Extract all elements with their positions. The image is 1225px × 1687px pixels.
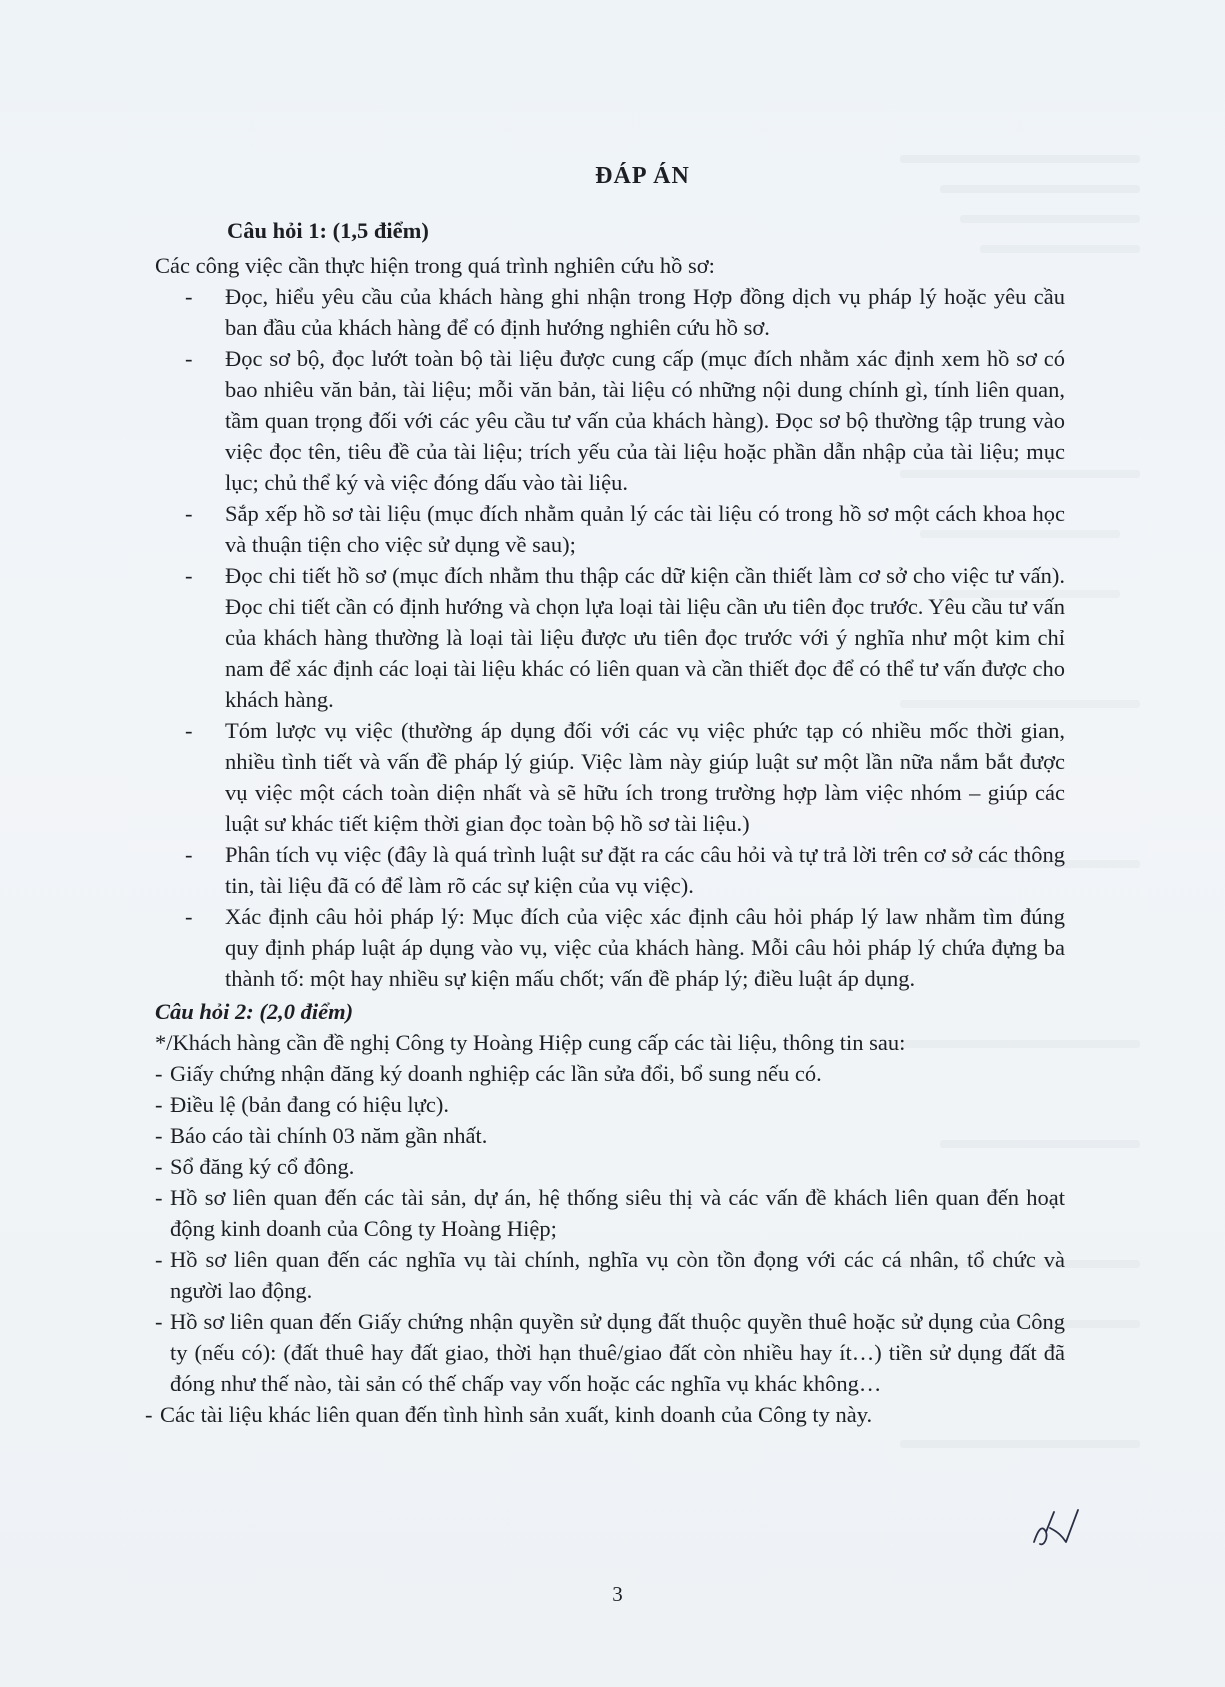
page-number: 3 bbox=[612, 1582, 623, 1606]
question-2-intro: */Khách hàng cần đề nghị Công ty Hoàng Hiệp cung cấp các tài liệu, thông tin sau: bbox=[155, 1030, 906, 1055]
document-body bbox=[155, 215, 1065, 1430]
list-item: - Hồ sơ liên quan đến các tài sản, dự án, hệ thống siêu thị và các vấn đề khách liên quan đến hoạt động kinh doanh của Công ty Hoàng Hiệp; bbox=[155, 1182, 1065, 1244]
document-title: ĐÁP ÁN bbox=[595, 163, 690, 189]
list-item: - Sổ đăng ký cổ đông. bbox=[155, 1151, 1065, 1182]
question-1-intro: Các công việc cần thực hiện trong quá trình nghiên cứu hồ sơ: bbox=[155, 253, 715, 278]
question-1-list bbox=[155, 281, 1065, 994]
list-item: - Các tài liệu khác liên quan đến tình hình sản xuất, kinh doanh của Công ty này. bbox=[145, 1399, 1065, 1430]
list-item: - Đọc sơ bộ, đọc lướt toàn bộ tài liệu được cung cấp (mục đích nhằm xác định xem hồ sơ có bao nhiêu văn bản, tài liệu; mỗi văn bản, tài liệu có những nội dung chính gì, tính liên quan, tầm quan trọng đối với các yêu cầu tư vấn của khách hàng). Đọc sơ bộ thường tập trung vào việc đọc tên, tiêu đề của tài liệu; trích yếu của tài liệu hoặc phần dẫn nhập của tài liệu; mục lục; chủ thể ký và việc đóng dấu vào tài liệu. bbox=[155, 343, 1065, 498]
list-item: - Đọc, hiểu yêu cầu của khách hàng ghi nhận trong Hợp đồng dịch vụ pháp lý hoặc yêu cầu ban đầu của khách hàng để có định hướng nghiên cứu hồ sơ. bbox=[155, 281, 1065, 343]
question-1-heading: Câu hỏi 1: (1,5 điểm) bbox=[227, 218, 429, 243]
handwritten-initials-signature bbox=[1028, 1502, 1088, 1552]
list-item: - Tóm lược vụ việc (thường áp dụng đối với các vụ việc phức tạp có nhiều mốc thời gian, nhiều tình tiết và vấn đề pháp lý giúp. Việc làm này giúp luật sư một lần nữa nắm bắt được vụ việc một cách toàn diện nhất và sẽ hữu ích trong trường hợp làm việc nhóm – giúp các luật sư khác tiết kiệm thời gian đọc toàn bộ hồ sơ tài liệu.) bbox=[155, 715, 1065, 839]
question-2-heading: Câu hỏi 2: (2,0 điểm) bbox=[155, 999, 354, 1024]
list-item: - Phân tích vụ việc (đây là quá trình luật sư đặt ra các câu hỏi và tự trả lời trên cơ sở các thông tin, tài liệu đã có để làm rõ các sự kiện của vụ việc). bbox=[155, 839, 1065, 901]
list-item: - Điều lệ (bản đang có hiệu lực). bbox=[155, 1089, 1065, 1120]
list-item: - Xác định câu hỏi pháp lý: Mục đích của việc xác định câu hỏi pháp lý law nhằm tìm đúng quy định pháp luật áp dụng vào vụ, việc của khách hàng. Mỗi câu hỏi pháp lý chứa đựng ba thành tố: một hay nhiều sự kiện mấu chốt; vấn đề pháp lý; điều luật áp dụng. bbox=[155, 901, 1065, 994]
list-item: - Đọc chi tiết hồ sơ (mục đích nhằm thu thập các dữ kiện cần thiết làm cơ sở cho việc tư vấn). Đọc chi tiết cần có định hướng và chọn lựa loại tài liệu cần ưu tiên đọc trước. Yêu cầu tư vấn của khách hàng thường là loại tài liệu được ưu tiên đọc trước với ý nghĩa như một kim chỉ nam để xác định các loại tài liệu khác có liên quan và cần thiết đọc để có thể tư vấn được cho khách hàng. bbox=[155, 560, 1065, 715]
list-item: - Hồ sơ liên quan đến các nghĩa vụ tài chính, nghĩa vụ còn tồn đọng với các cá nhân, tổ chức và người lao động. bbox=[155, 1244, 1065, 1306]
list-item: - Báo cáo tài chính 03 năm gần nhất. bbox=[155, 1120, 1065, 1151]
question-2-list bbox=[155, 1058, 1065, 1430]
list-item: - Giấy chứng nhận đăng ký doanh nghiệp các lần sửa đổi, bổ sung nếu có. bbox=[155, 1058, 1065, 1089]
list-item: - Sắp xếp hồ sơ tài liệu (mục đích nhằm quản lý các tài liệu có trong hồ sơ một cách khoa học và thuận tiện cho việc sử dụng về sau); bbox=[155, 498, 1065, 560]
list-item: - Hồ sơ liên quan đến Giấy chứng nhận quyền sử dụng đất thuộc quyền thuê hoặc sử dụng của Công ty (nếu có): (đất thuê hay đất giao, thời hạn thuê/giao đất còn nhiều hay ít…) tiền sử dụng đất đã đóng như thế nào, tài sản có thế chấp vay vốn hoặc các nghĩa vụ khác không… bbox=[155, 1306, 1065, 1399]
